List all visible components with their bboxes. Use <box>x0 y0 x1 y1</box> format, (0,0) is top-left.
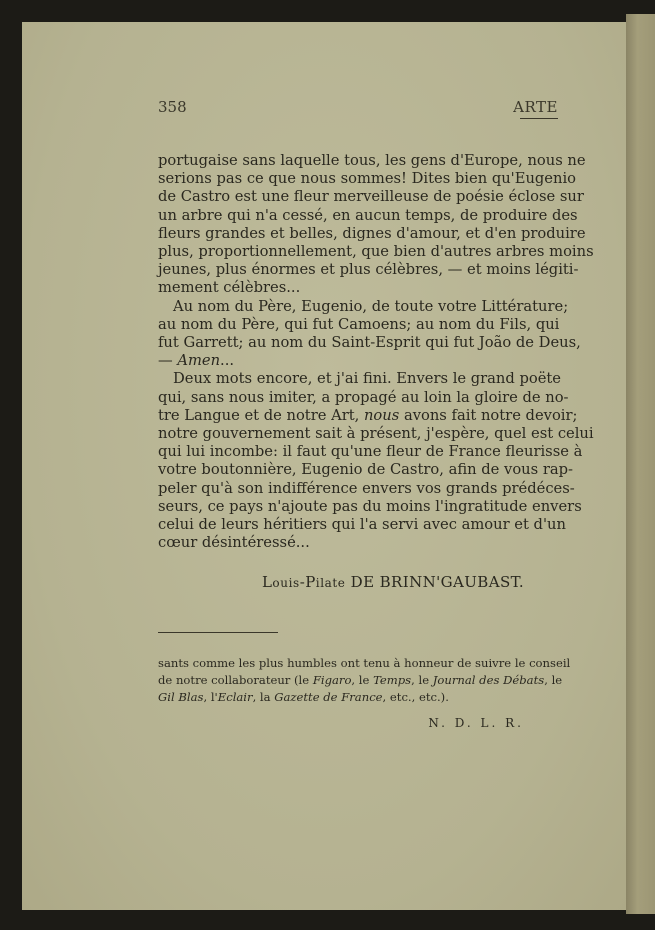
text-fragment: , le <box>544 673 563 687</box>
text-line: de Castro est une fleur merveilleuse de poésie éclose sur <box>158 188 584 206</box>
text-line: un arbre qui n'a cessé, en aucun temps, de produire des <box>158 206 578 224</box>
text-line: plus, proportionnellement, que bien d'autres arbres moins <box>158 243 594 261</box>
text-fragment: , le <box>351 673 374 687</box>
text-line: mement célèbres... <box>158 279 301 297</box>
text-line: celui de leurs héritiers qui l'a servi avec amour et d'un <box>158 516 566 534</box>
figaro-title: Figaro <box>312 673 352 687</box>
text-line: qui, sans nous imiter, a propagé au loin la gloire de no- <box>158 388 569 406</box>
body-text <box>158 152 594 552</box>
footnote <box>158 655 571 706</box>
running-title: ARTE <box>513 98 558 116</box>
ellipsis: ... <box>220 352 235 370</box>
footnote-rule <box>158 632 278 633</box>
text-line: notre gouvernement sait à présent, j'espère, quel est celui <box>158 425 594 443</box>
gazette-title: Gazette de France <box>274 690 383 704</box>
text-fragment: , etc., etc.). <box>382 690 449 704</box>
text-line: serions pas ce que nous sommes! Dites bien qu'Eugenio <box>158 170 576 188</box>
sig-initial: -P <box>299 573 316 591</box>
running-title-rule <box>520 118 558 119</box>
text-fragment: , la <box>252 690 275 704</box>
text-line: fut Garrett; au nom du Saint-Esprit qui fut João de Deus, <box>158 334 581 352</box>
footnote-line <box>158 689 558 706</box>
text-fragment: tre Langue et de notre Art, <box>158 406 364 424</box>
text-line: cœur désintéressé... <box>158 534 310 552</box>
text-fragment: , l' <box>203 690 218 704</box>
text-line: qui lui incombe: il faut qu'une fleur de France fleurisse à <box>158 443 583 461</box>
page-number: 358 <box>158 98 187 116</box>
text-fragment: de notre collaborateur (le <box>158 673 313 687</box>
text-line: fleurs grandes et belles, dignes d'amour, et d'en produire <box>158 224 586 242</box>
author-signature <box>158 573 524 591</box>
text-line: seurs, ce pays n'ajoute pas du moins l'ingratitude envers <box>158 497 582 515</box>
footnote-line: sants comme les plus humbles ont tenu à honneur de suivre le conseil <box>158 656 571 670</box>
text-line: Au nom du Père, Eugenio, de toute votre Littérature; <box>173 297 569 315</box>
text-line: peler qu'à son indifférence envers vos grands prédéces- <box>158 479 575 497</box>
text-line: Deux mots encore, et j'ai fini. Envers le grand poëte <box>173 370 561 388</box>
text-line <box>158 406 578 425</box>
paragraph-2 <box>158 297 581 371</box>
eclair-title: Eclair <box>217 690 253 704</box>
editor-initials: N. D. L. R. <box>428 716 524 730</box>
sig-smallcaps: ouis <box>272 576 300 590</box>
text-line: votre boutonnière, Eugenio de Castro, afin de vous rap- <box>158 461 573 479</box>
sig-surname: DE BRINN'GAUBAST. <box>345 573 524 591</box>
facing-page-edge <box>626 14 655 914</box>
footnote-line <box>158 672 563 689</box>
journal-title: Journal des Débats <box>432 673 545 687</box>
gil-blas-title: Gil Blas <box>158 690 204 704</box>
text-line: au nom du Père, qui fut Camoens; au nom du Fils, qui <box>158 315 560 333</box>
sig-initial: L <box>262 573 273 591</box>
text-line: jeunes, plus énormes et plus célèbres, — et moins légiti- <box>158 261 579 279</box>
dash: — <box>158 352 178 370</box>
page-header <box>158 98 558 120</box>
text-line: portugaise sans laquelle tous, les gens d'Europe, nous ne <box>158 152 586 169</box>
sig-smallcaps: ilate <box>315 576 346 590</box>
temps-title: Temps <box>373 673 412 687</box>
text-fragment: , le <box>411 673 433 687</box>
paragraph-1 <box>158 152 594 298</box>
paragraph-3 <box>158 370 594 552</box>
text-fragment: avons fait notre devoir; <box>399 406 578 424</box>
amen-word: Amen <box>177 352 221 370</box>
nous-word: nous <box>363 406 400 424</box>
text-line <box>158 352 558 370</box>
